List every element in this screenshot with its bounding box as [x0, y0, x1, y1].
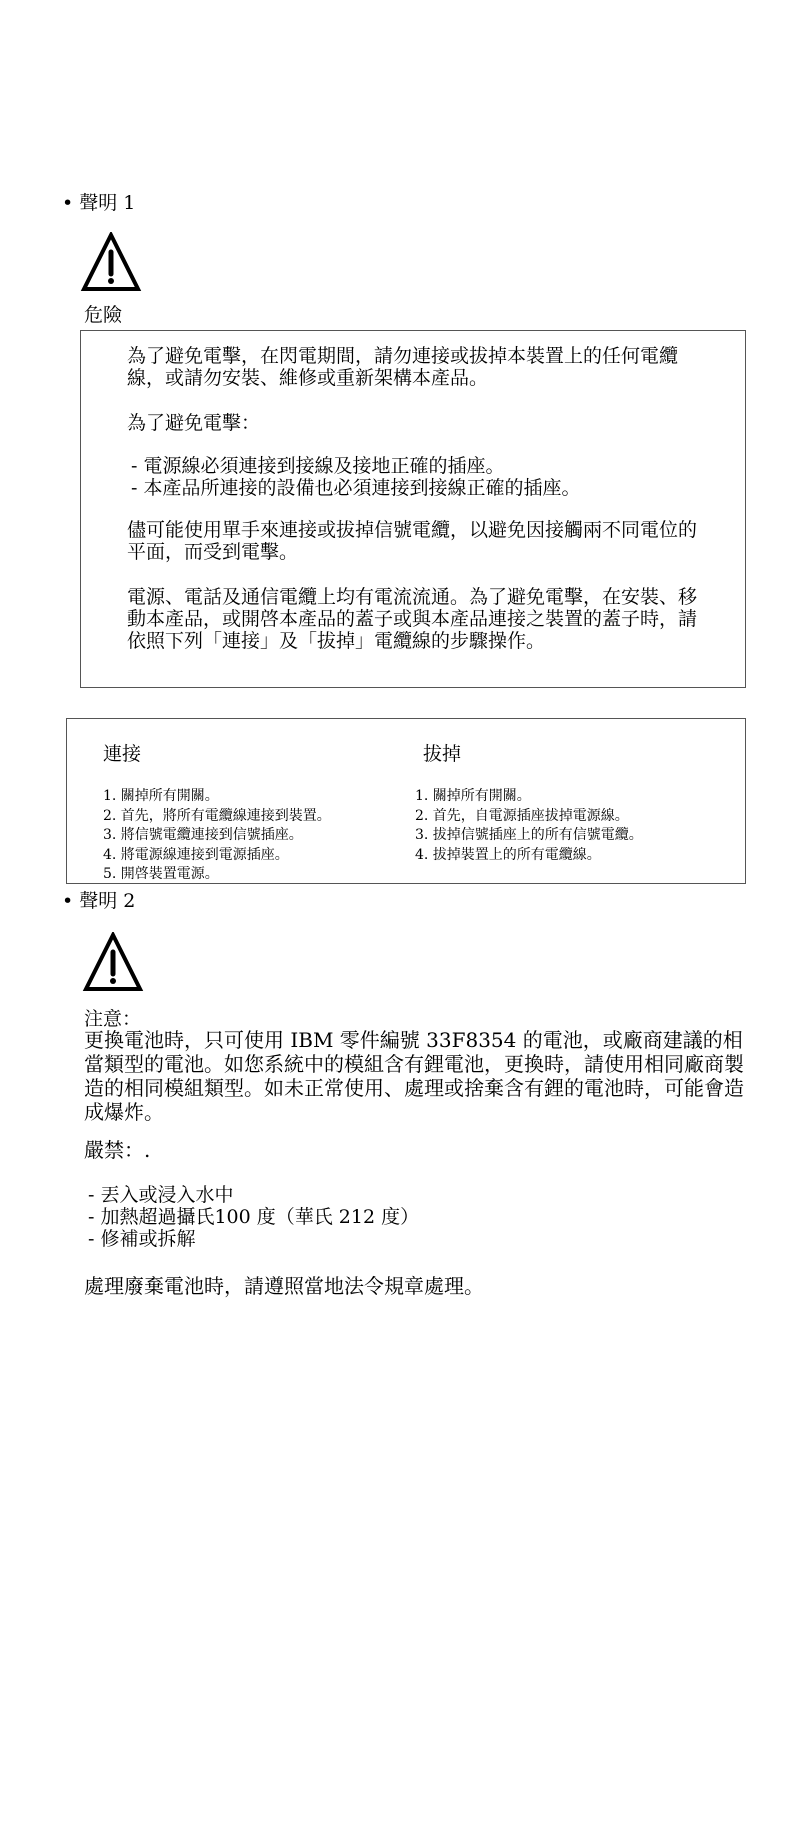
prohibited-bullet-3: - 修補或拆解 — [88, 1228, 196, 1250]
disconnect-step: 3. 拔掉信號插座上的所有信號電纜。 — [415, 827, 643, 843]
prohibited-bullets — [88, 1184, 419, 1250]
prohibited-bullet-1: - 丟入或浸入水中 — [88, 1184, 234, 1206]
disconnect-step: 1. 關掉所有開關。 — [415, 788, 531, 804]
disconnect-title: 拔掉 — [423, 743, 462, 765]
bullet-dot: • — [62, 192, 74, 214]
disconnect-steps — [415, 787, 643, 865]
warning-triangle-icon — [80, 232, 142, 292]
danger-bullet-1: - 電源線必須連接到接線及接地正確的插座。 — [131, 455, 505, 477]
danger-bullet-2: - 本產品所連接的設備也必須連接到接線正確的插座。 — [131, 477, 581, 499]
caution-label: 注意： — [84, 1008, 142, 1030]
disconnect-step: 2. 首先，自電源插座拔掉電源線。 — [415, 807, 629, 824]
danger-bullets — [131, 455, 580, 499]
danger-box — [80, 330, 746, 688]
statement-2-title: 聲明 2 — [79, 890, 136, 912]
danger-label: 危險 — [84, 304, 123, 326]
connect-step: 3. 將信號電纜連接到信號插座。 — [103, 827, 303, 843]
danger-paragraph-2: 為了避免電擊： — [127, 412, 261, 434]
connect-step: 4. 將電源線連接到電源插座。 — [103, 846, 289, 863]
warning-triangle-icon — [82, 932, 144, 992]
danger-paragraph-1: 為了避免電擊，在閃電期間，請勿連接或拔掉本裝置上的任何電纜線，或請勿安裝、維修或重新架構本產品。 — [127, 345, 679, 389]
connect-disconnect-box — [66, 718, 746, 884]
statement-2-title-row — [62, 886, 135, 913]
danger-paragraph-4: 電源、電話及通信電纜上均有電流流通。為了避免電擊，在安裝、移動本產品，或開啓本產品的蓋子或與本產品連接之裝置的蓋子時，請依照下列「連接」及「拔掉」電纜線的步驟操作。 — [127, 586, 698, 652]
prohibited-label: 嚴禁：. — [84, 1138, 151, 1162]
connect-steps — [103, 787, 331, 885]
disconnect-step: 4. 拔掉裝置上的所有電纜線。 — [415, 846, 601, 863]
bullet-dot: • — [62, 890, 74, 912]
statement-1-title-row — [62, 188, 135, 215]
disposal-paragraph: 處理廢棄電池時，請遵照當地法令規章處理。 — [84, 1274, 484, 1298]
danger-paragraph-3: 儘可能使用單手來連接或拔掉信號電纜，以避免因接觸兩不同電位的平面，而受到電擊。 — [127, 519, 698, 563]
connect-title: 連接 — [103, 743, 142, 765]
prohibited-bullet-2: - 加熱超過攝氏100 度（華氏 212 度） — [88, 1206, 420, 1228]
connect-step: 1. 關掉所有開關。 — [103, 788, 219, 804]
statement-1-title: 聲明 1 — [79, 192, 136, 214]
caution-paragraph-1: 更換電池時，只可使用 IBM 零件編號 33F8354 的電池，或廠商建議的相當類型的電池。如您系統中的模組含有鋰電池，更換時，請使用相同廠商製造的相同模組類型。如未正常使用、處理或捨棄含有鋰的電池時，可能會造成爆炸。 — [84, 1028, 744, 1124]
connect-step: 5. 開啓裝置電源。 — [103, 866, 219, 882]
connect-step: 2. 首先，將所有電纜線連接到裝置。 — [103, 807, 331, 824]
